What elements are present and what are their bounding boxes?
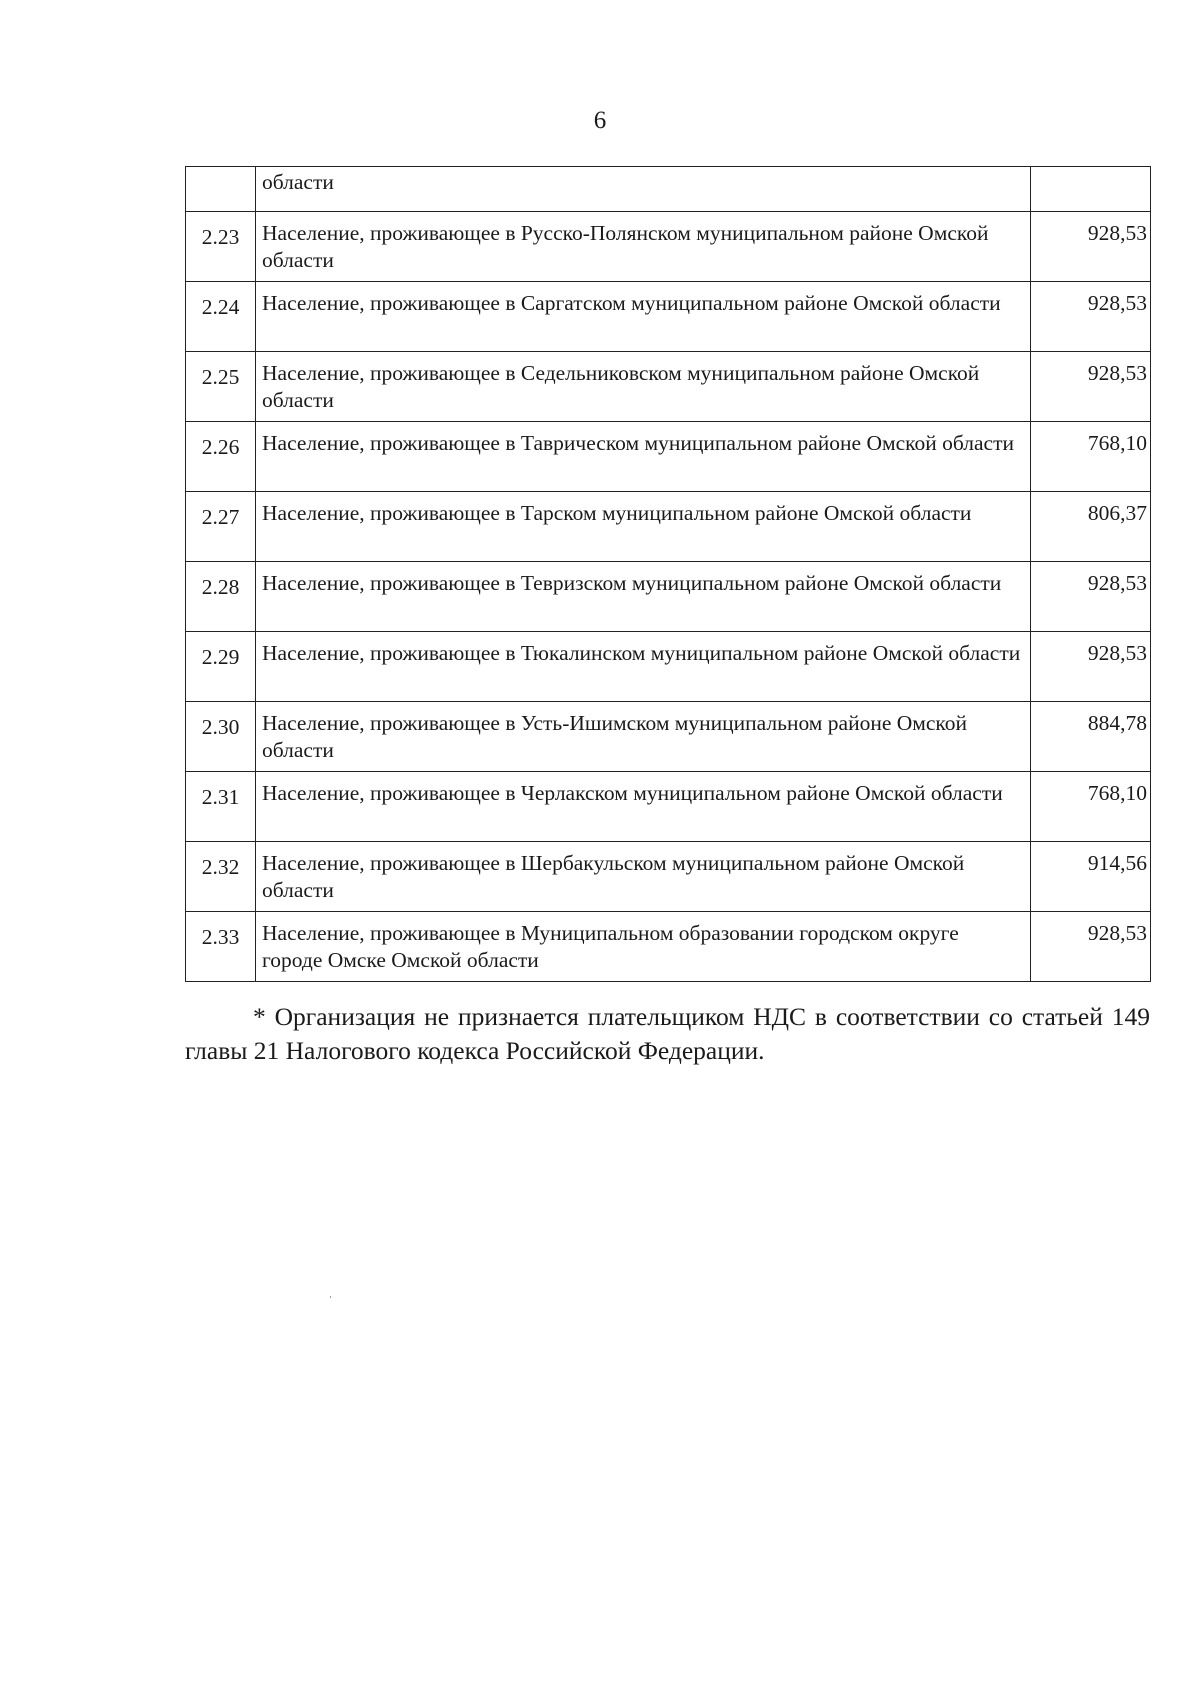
row-name-cell: Население, проживающее в Муниципальном образовании городском округе городе Омске Омской области <box>256 912 1031 982</box>
row-number-cell: 2.29 <box>186 632 256 702</box>
row-value-cell: 928,53 <box>1031 212 1151 282</box>
row-number-cell: 2.25 <box>186 352 256 422</box>
row-value-cell: 806,37 <box>1031 492 1151 562</box>
scan-speck <box>330 1296 331 1298</box>
row-number-cell: 2.33 <box>186 912 256 982</box>
row-number-cell: 2.27 <box>186 492 256 562</box>
table-row <box>186 282 1151 352</box>
row-value-cell: 928,53 <box>1031 282 1151 352</box>
row-number-cell: 2.23 <box>186 212 256 282</box>
page-number: 6 <box>593 107 607 134</box>
table-row <box>186 912 1151 982</box>
row-name-cell: Население, проживающее в Черлакском муниципальном районе Омской области <box>256 772 1031 842</box>
row-value-cell: 928,53 <box>1031 562 1151 632</box>
row-value-cell: 928,53 <box>1031 912 1151 982</box>
tariff-table <box>185 166 1151 982</box>
row-number-cell: 2.28 <box>186 562 256 632</box>
table-row <box>186 212 1151 282</box>
row-number-cell: 2.24 <box>186 282 256 352</box>
row-name-cell: Население, проживающее в Шербакульском муниципальном районе Омской области <box>256 842 1031 912</box>
row-name-cell: Население, проживающее в Тевризском муниципальном районе Омской области <box>256 562 1031 632</box>
row-name-cell: Население, проживающее в Русско-Полянском муниципальном районе Омской области <box>256 212 1031 282</box>
row-name-cell: Население, проживающее в Тарском муниципальном районе Омской области <box>256 492 1031 562</box>
table-row <box>186 562 1151 632</box>
row-value-cell: 914,56 <box>1031 842 1151 912</box>
table-row <box>186 772 1151 842</box>
row-value-cell: 768,10 <box>1031 772 1151 842</box>
table-row <box>186 702 1151 772</box>
table-row <box>186 492 1151 562</box>
row-value-cell: 928,53 <box>1031 632 1151 702</box>
row-value-cell: 768,10 <box>1031 422 1151 492</box>
row-name-cell: области <box>256 167 1031 212</box>
row-number-cell: 2.32 <box>186 842 256 912</box>
vat-footnote <box>185 1000 1150 1068</box>
table-row <box>186 632 1151 702</box>
row-number-cell: 2.31 <box>186 772 256 842</box>
row-value-cell: 884,78 <box>1031 702 1151 772</box>
row-number-cell: 2.26 <box>186 422 256 492</box>
table-row <box>186 842 1151 912</box>
table-row-continued <box>186 167 1151 212</box>
row-number-cell <box>186 167 256 212</box>
row-number-cell: 2.30 <box>186 702 256 772</box>
table-body <box>186 167 1151 982</box>
row-name-cell: Население, проживающее в Таврическом муниципальном районе Омской области <box>256 422 1031 492</box>
table-row <box>186 352 1151 422</box>
row-value-cell: 928,53 <box>1031 352 1151 422</box>
footnote-text: * Организация не признается плательщиком НДС в соответствии со статьей 149 главы 21 Налогового кодекса Российской Федерации. <box>185 1002 1150 1065</box>
row-value-cell <box>1031 167 1151 212</box>
row-name-cell: Население, проживающее в Тюкалинском муниципальном районе Омской области <box>256 632 1031 702</box>
row-name-cell: Население, проживающее в Седельниковском муниципальном районе Омской области <box>256 352 1031 422</box>
row-name-cell: Население, проживающее в Усть-Ишимском муниципальном районе Омской области <box>256 702 1031 772</box>
row-name-cell: Население, проживающее в Саргатском муниципальном районе Омской области <box>256 282 1031 352</box>
table-row <box>186 422 1151 492</box>
